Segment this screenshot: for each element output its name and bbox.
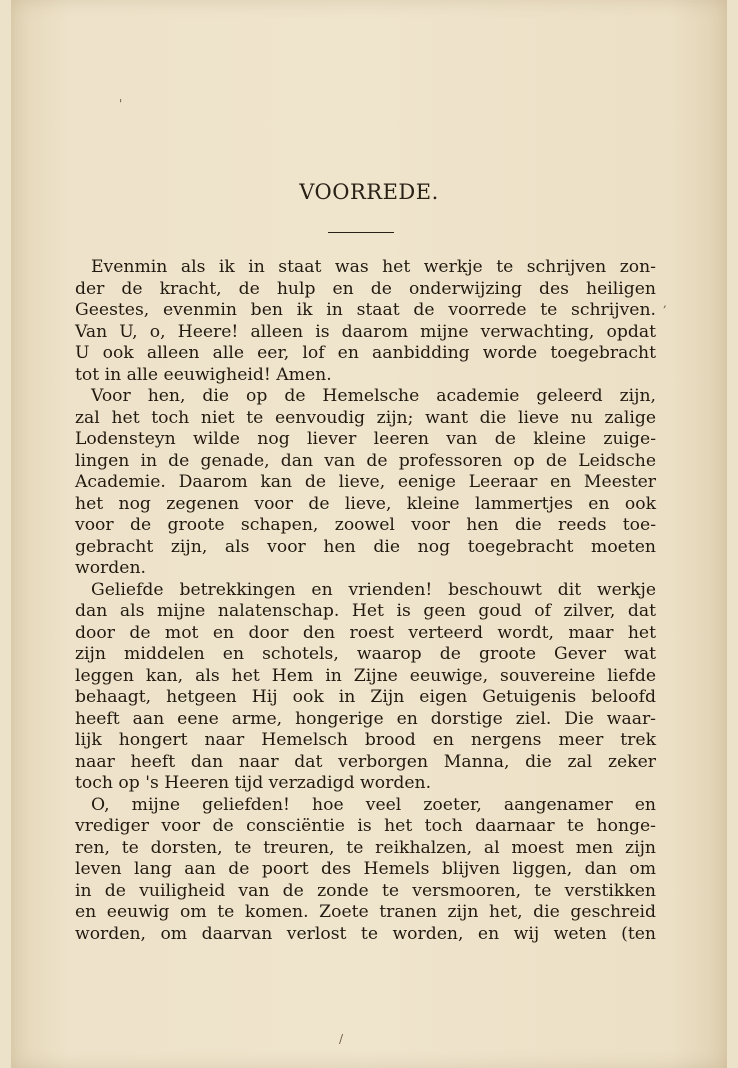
text-line: in de vuiligheid van de zonde te versmooren, te verstikken: [75, 880, 656, 901]
text-line: lingen in de genade, dan van de professoren op de Leidsche: [75, 450, 656, 471]
text-line: worden, om daarvan verlost te worden, en wij weten (ten: [75, 923, 656, 944]
text-line: behaagt, hetgeen Hij ook in Zijn eigen Getuigenis beloofd: [75, 687, 656, 707]
text-line: naar heeft dan naar dat verborgen Manna, die zal zeker: [75, 751, 656, 772]
text-line: en eeuwig om te komen. Zoete tranen zijn het, die geschreid: [75, 902, 656, 922]
text-line: worden.: [75, 558, 146, 578]
text-line: vrediger voor de consciëntie is het toch daarnaar te honge-: [75, 816, 656, 836]
text-line: ren, te dorsten, te treuren, te reikhalzen, al moest men zijn: [75, 837, 656, 858]
paper-speck: ,: [663, 296, 667, 310]
page-title: VOORREDE.: [299, 180, 439, 204]
text-line: lijk hongert naar Hemelsch brood en nergens meer trek: [75, 730, 656, 750]
text-line: gebracht zijn, als voor hen die nog toegebracht moeten: [75, 536, 656, 557]
body-text: [75, 257, 656, 945]
text-line: toch op 's Heeren tijd verzadigd worden.: [75, 773, 432, 793]
text-line: U ook alleen alle eer, lof en aanbidding worde toegebracht: [75, 343, 656, 363]
text-line: het nog zegenen voor de lieve, kleine lammertjes en ook: [75, 493, 656, 514]
text-line: voor de groote schapen, zoowel voor hen die reeds toe-: [75, 515, 656, 535]
paper-speck: /: [339, 1032, 344, 1046]
text-line: Van U, o, Heere! alleen is daarom mijne verwachting, opdat: [75, 321, 656, 342]
text-line: leggen kan, als het Hem in Zijne eeuwige, souvereine liefde: [75, 665, 656, 686]
text-line: Geestes, evenmin ben ik in staat de voorrede te schrijven.: [75, 300, 656, 320]
text-line: Lodensteyn wilde nog liever leeren van de kleine zuige-: [75, 429, 656, 449]
book-page: [11, 0, 727, 1068]
text-line: heeft aan eene arme, hongerige en dorstige ziel. Die waar-: [75, 708, 656, 729]
text-line: dan als mijne nalatenschap. Het is geen goud of zilver, dat: [75, 601, 656, 621]
text-line: tot in alle eeuwigheid! Amen.: [75, 364, 332, 385]
text-line: Academie. Daarom kan de lieve, eenige Leeraar en Meester: [75, 472, 656, 492]
text-line: Geliefde betrekkingen en vrienden! beschouwt dit werkje: [91, 579, 656, 600]
paper-speck: ': [119, 97, 123, 111]
text-line: der de kracht, de hulp en de onderwijzing des heiligen: [75, 278, 656, 299]
text-line: zijn middelen en schotels, waarop de groote Gever wat: [75, 644, 656, 664]
text-line: O, mijne geliefden! hoe veel zoeter, aangenamer en: [91, 794, 656, 815]
text-line: leven lang aan de poort des Hemels blijven liggen, dan om: [75, 859, 656, 879]
title-divider: [328, 232, 394, 233]
text-line: zal het toch niet te eenvoudig zijn; want die lieve nu zalige: [75, 407, 656, 428]
text-line: Evenmin als ik in staat was het werkje te schrijven zon-: [91, 257, 656, 277]
text-line: Voor hen, die op de Hemelsche academie geleerd zijn,: [91, 386, 656, 406]
text-line: door de mot en door den roest verteerd wordt, maar het: [75, 622, 656, 643]
